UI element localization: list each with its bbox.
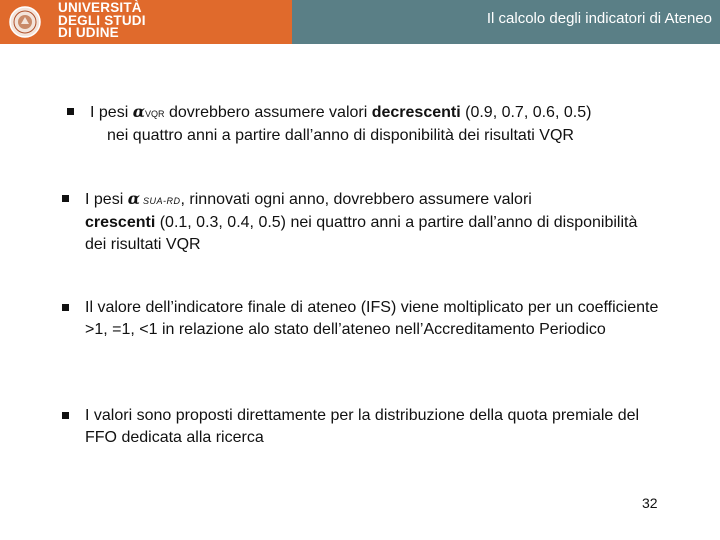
bullet-text: I valori sono proposti direttamente per la distribuzione della quota premiale del FFO dedicata alla ricerca: [85, 407, 640, 446]
bullet-marker: [62, 412, 69, 419]
bullet-text-mid: dovrebbero assumere valori: [164, 104, 372, 121]
bullet-text: [90, 101, 687, 147]
bullet-ffo-distribution: [62, 405, 662, 449]
bullet-text: Il valore dell’indicatore finale di ateneo (IFS) viene moltiplicato per un coefficiente >1, =1, <1 in relazione alo stato dell’ateneo nell’Accreditamento Periodico: [85, 299, 659, 338]
bullet-ifs-coefficient: [62, 297, 672, 341]
logo-line-3: DI UDINE: [58, 25, 119, 40]
alpha-subscript: VQR: [145, 109, 165, 119]
alpha-symbol: α: [127, 189, 140, 208]
bullet-text-bold: crescenti: [85, 214, 156, 231]
logo-line-1: UNIVERSITÀ: [58, 0, 142, 15]
bullet-text: [85, 188, 662, 256]
bullet-sua-rd-weights: [62, 188, 662, 256]
bullet-marker: [62, 304, 69, 311]
logo-line-2: DEGLI STUDI: [58, 12, 146, 28]
alpha-subscript: SUA-RD: [140, 196, 181, 206]
bullet-text-mid: , rinnovati ogni anno, dovrebbero assumere valori: [180, 191, 532, 208]
bullet-marker: [62, 195, 69, 202]
bullet-vqr-weights: [67, 101, 687, 147]
alpha-symbol: α: [132, 102, 145, 121]
bullet-text-pre: I pesi: [85, 191, 128, 208]
page-number: 32: [642, 495, 658, 511]
bullet-text-pre: I pesi: [90, 104, 133, 121]
bullet-text-line2: nei quattro anni a partire dall’anno di disponibilità dei risultati VQR: [107, 127, 574, 144]
bullet-marker: [67, 108, 74, 115]
slide-title: Il calcolo degli indicatori di Ateneo: [486, 10, 712, 27]
bullet-text-post: (0.1, 0.3, 0.4, 0.5) nei quattro anni a partire dall’anno di disponibilità dei risultati VQR: [85, 214, 638, 253]
bullet-text-bold: decrescenti: [371, 104, 461, 121]
bullet-text-post: (0.9, 0.7, 0.6, 0.5): [460, 104, 592, 121]
